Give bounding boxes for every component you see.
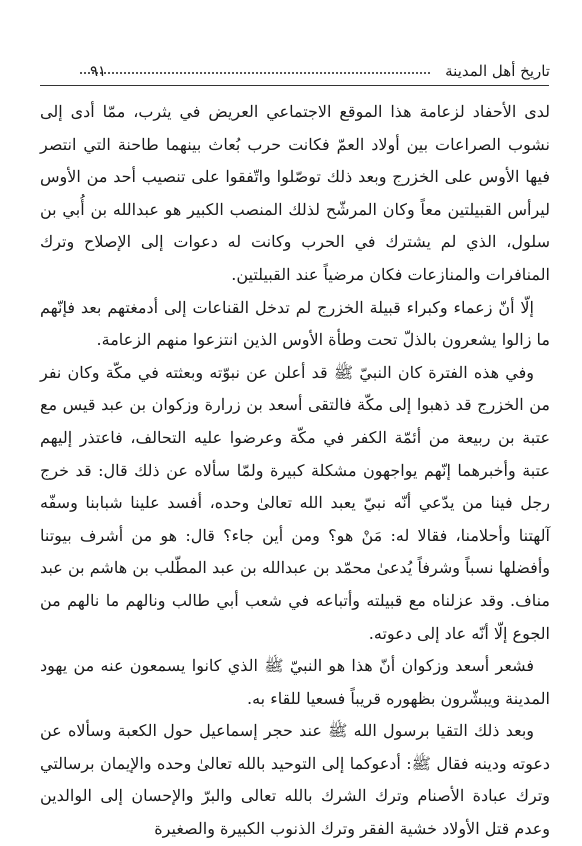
header-leader-dots (80, 72, 430, 74)
page-number: ٩١ (90, 62, 107, 80)
body-text (40, 96, 550, 846)
paragraph: لدى الأحفاد لزعامة هذا الموقع الاجتماعي العريض في يثرب، ممّا أدى إلى نشوب الصراعات بين أولاد العمّ فكانت حرب بُعاث بينهما طاحنة التي انتصر فيها الأوس على الخزرج وبعد ذلك توصّلوا واتّفقوا على تنصيب أحد من الأوس ليرأس القبيلتين معاً وكان المرشّح لذلك المنصب الكبير هو عبدالله بن أُبي بن سلول، الذي لم يشترك في الحرب وكانت له دعوات إلى الإصلاح وترك المنافرات والمنازعات فكان مرضياً عند القبيلتين. (40, 102, 550, 284)
running-header (40, 60, 550, 88)
header-divider (40, 85, 549, 86)
paragraph: وبعد ذلك التقيا برسول الله ﷺ عند حجر إسماعيل حول الكعبة وسألاه عن دعوته ودينه فقال ﷺ: أدعوكما إلى التوحيد بالله تعالىٰ وحده والإيمان برسالتي وترك عبادة الأصنام وترك الشرك بالله تعالى والبرّ والإحسان إلى الوالدين وعدم قتل الأولاد خشية الفقر وترك الذنوب الكبيرة والصغيرة (40, 721, 551, 839)
book-title: تاريخ أهل المدينة (445, 62, 550, 80)
paragraph: فشعر أسعد وزكوان أنّ هذا هو النبيّ ﷺ الذي كانوا يسمعون عنه من يهود المدينة ويبشّرون بظهوره قريباً فسعيا للقاء به. (40, 656, 550, 708)
paragraph: وفي هذه الفترة كان النبيّ ﷺ قد أعلن عن نبوّته وبعثته في مكّة وكان نفر من الخزرج قد ذهبوا إلى مكّة فالتقى أسعد بن زرارة وزكوان بن عبد قيس مع عتبة بن ربيعة من أئمّة الكفر في مكّة وعرضوا عليه التحالف، فاعتذر إليهم عتبة وأخبرهما إنّهم يواجهون مشكلة كبيرة ولمّا سألاه عن ذلك قال: قد خرج رجل فينا من يدّعي أنّه نبيّ يعبد الله تعالىٰ وحده، أفسد علينا شبابنا وسفّه آلهتنا وأحلامنا، فقالا له: مَنْ هو؟ ومن أين جاء؟ قال: هو من أشرف بيوتنا وأفضلها نسباً وشرفاً يُدعىٰ محمّد بن عبدالله بن عبد المطّلب بن هاشم بن عبد مناف. وقد عزلناه مع قبيلته وأتباعه في شعب أبي طالب ونالهم ما نالهم من الجوع إلّا أنّه عاد إلى دعوته. (40, 362, 551, 643)
paragraph: إلّا أنّ زعماء وكبراء قبيلة الخزرج لم تدخل القناعات إلى أدمغتهم بعد فإنّهم ما زالوا يشعرون بالذلّ تحت وطأة الأوس الذين انتزعوا منهم الزعامة. (40, 297, 550, 350)
